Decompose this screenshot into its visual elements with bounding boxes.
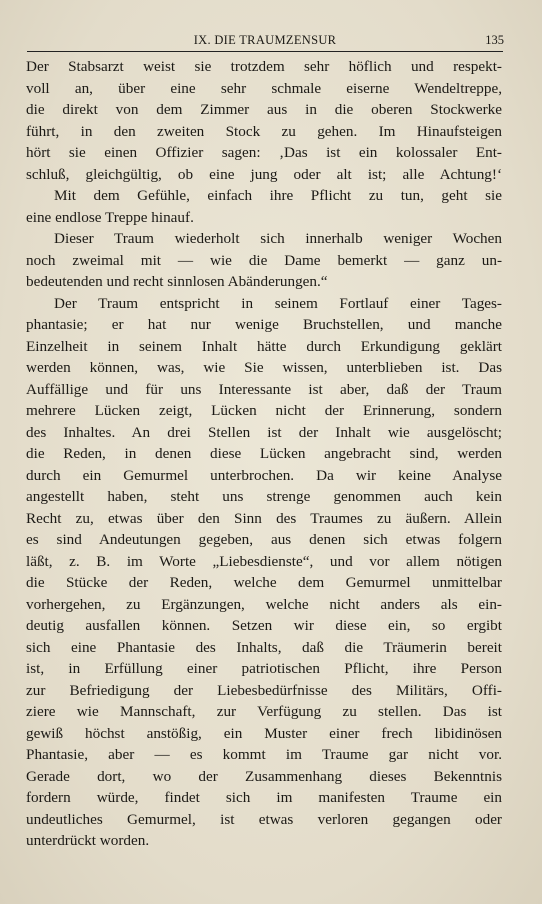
text-line: des Inhaltes. An drei Stellen ist der Inhalt wie ausgelöscht;	[26, 423, 502, 441]
text-line: Recht zu, etwas über den Sinn des Traumes zu äußern. Allein	[26, 509, 502, 527]
text-line: werden können, was, wie Sie wissen, unterblieben ist. Das	[26, 359, 502, 376]
page-number: 135	[485, 33, 504, 47]
text-line: es sind Andeutungen gegeben, aus denen sich etwas folgern	[26, 531, 502, 548]
header-rule	[27, 51, 503, 52]
text-line: deutig ausfallen können. Setzen wir diese ein, so ergibt	[26, 617, 502, 634]
text-line: voll an, über eine sehr schmale eiserne Wendeltreppe,	[26, 79, 502, 97]
text-line: undeutliches Gemurmel, ist etwas verloren gegangen oder	[26, 810, 502, 828]
text-line: angestellt haben, steht uns strenge genommen auch kein	[26, 488, 502, 505]
text-line: Mit dem Gefühle, einfach ihre Pflicht zu tun, geht sie	[54, 187, 502, 204]
text-line: Phantasie, aber — es kommt im Traume gar nicht vor.	[26, 746, 502, 763]
text-line: Gerade dort, wo der Zusammenhang dieses Bekenntnis	[26, 767, 502, 785]
text-line: Auffällige und für uns Interessante ist aber, daß der Traum	[26, 380, 502, 398]
text-line: phantasie; er hat nur wenige Bruchstellen, und manche	[26, 316, 502, 333]
body-text	[26, 56, 502, 852]
text-line: führt, in den zweiten Stock zu gehen. Im Hinaufsteigen	[26, 122, 502, 140]
text-line: zur Befriedigung der Liebesbedürfnisse des Militärs, Offi-	[26, 681, 502, 699]
text-line: eine endlose Treppe hinauf.	[26, 208, 194, 226]
text-line: noch zweimal mit — wie die Dame bemerkt — ganz un-	[26, 251, 502, 269]
text-line: mehrere Lücken zeigt, Lücken nicht der Erinnerung, sondern	[26, 402, 502, 419]
text-line: Dieser Traum wiederholt sich innerhalb weniger Wochen	[54, 230, 502, 247]
text-line: läßt, z. B. im Worte „Liebesdienste“, und vor allem nötigen	[26, 552, 502, 570]
running-header	[26, 33, 504, 49]
text-line: schluß, gleichgültig, ob eine jung oder alt ist; alle Achtung!‘	[26, 165, 502, 183]
text-line: die direkt von dem Zimmer aus in die oberen Stockwerke	[26, 101, 502, 118]
text-line: bedeutenden und recht sinnlosen Abänderungen.“	[26, 273, 328, 290]
text-line: Einzelheit in seinem Inhalt hätte durch Erkundigung geklärt	[26, 337, 502, 355]
chapter-title: IX. DIE TRAUMZENSUR	[193, 33, 337, 47]
text-line: ist, in Erfüllung einer patriotischen Pflicht, ihre Person	[26, 660, 502, 677]
text-line: Der Traum entspricht in seinem Fortlauf einer Tages-	[54, 294, 502, 312]
text-line: gewiß höchst anstößig, ein Muster einer frech libidinösen	[26, 724, 502, 742]
text-line: unterdrückt worden.	[26, 832, 150, 849]
text-line: durch ein Gemurmel unterbrochen. Da wir keine Analyse	[26, 466, 502, 484]
text-line: sich eine Phantasie des Inhalts, daß die Träumerin bereit	[26, 638, 502, 656]
text-line: hört sie einen Offizier sagen: ‚Das ist ein kolossaler Ent-	[26, 144, 502, 161]
text-line: Der Stabsarzt weist sie trotzdem sehr höflich und respekt-	[26, 58, 502, 75]
text-line: vorhergehen, zu Ergänzungen, welche nicht anders als ein-	[26, 595, 502, 613]
text-line: ziere wie Mannschaft, zur Verfügung zu stellen. Das ist	[26, 703, 502, 720]
text-line: die Reden, in denen diese Lücken angebracht sind, werden	[26, 445, 502, 462]
text-line: fordern würde, findet sich im manifesten Traume ein	[26, 789, 502, 806]
text-line: die Stücke der Reden, welche dem Gemurmel unmittelbar	[26, 574, 502, 591]
